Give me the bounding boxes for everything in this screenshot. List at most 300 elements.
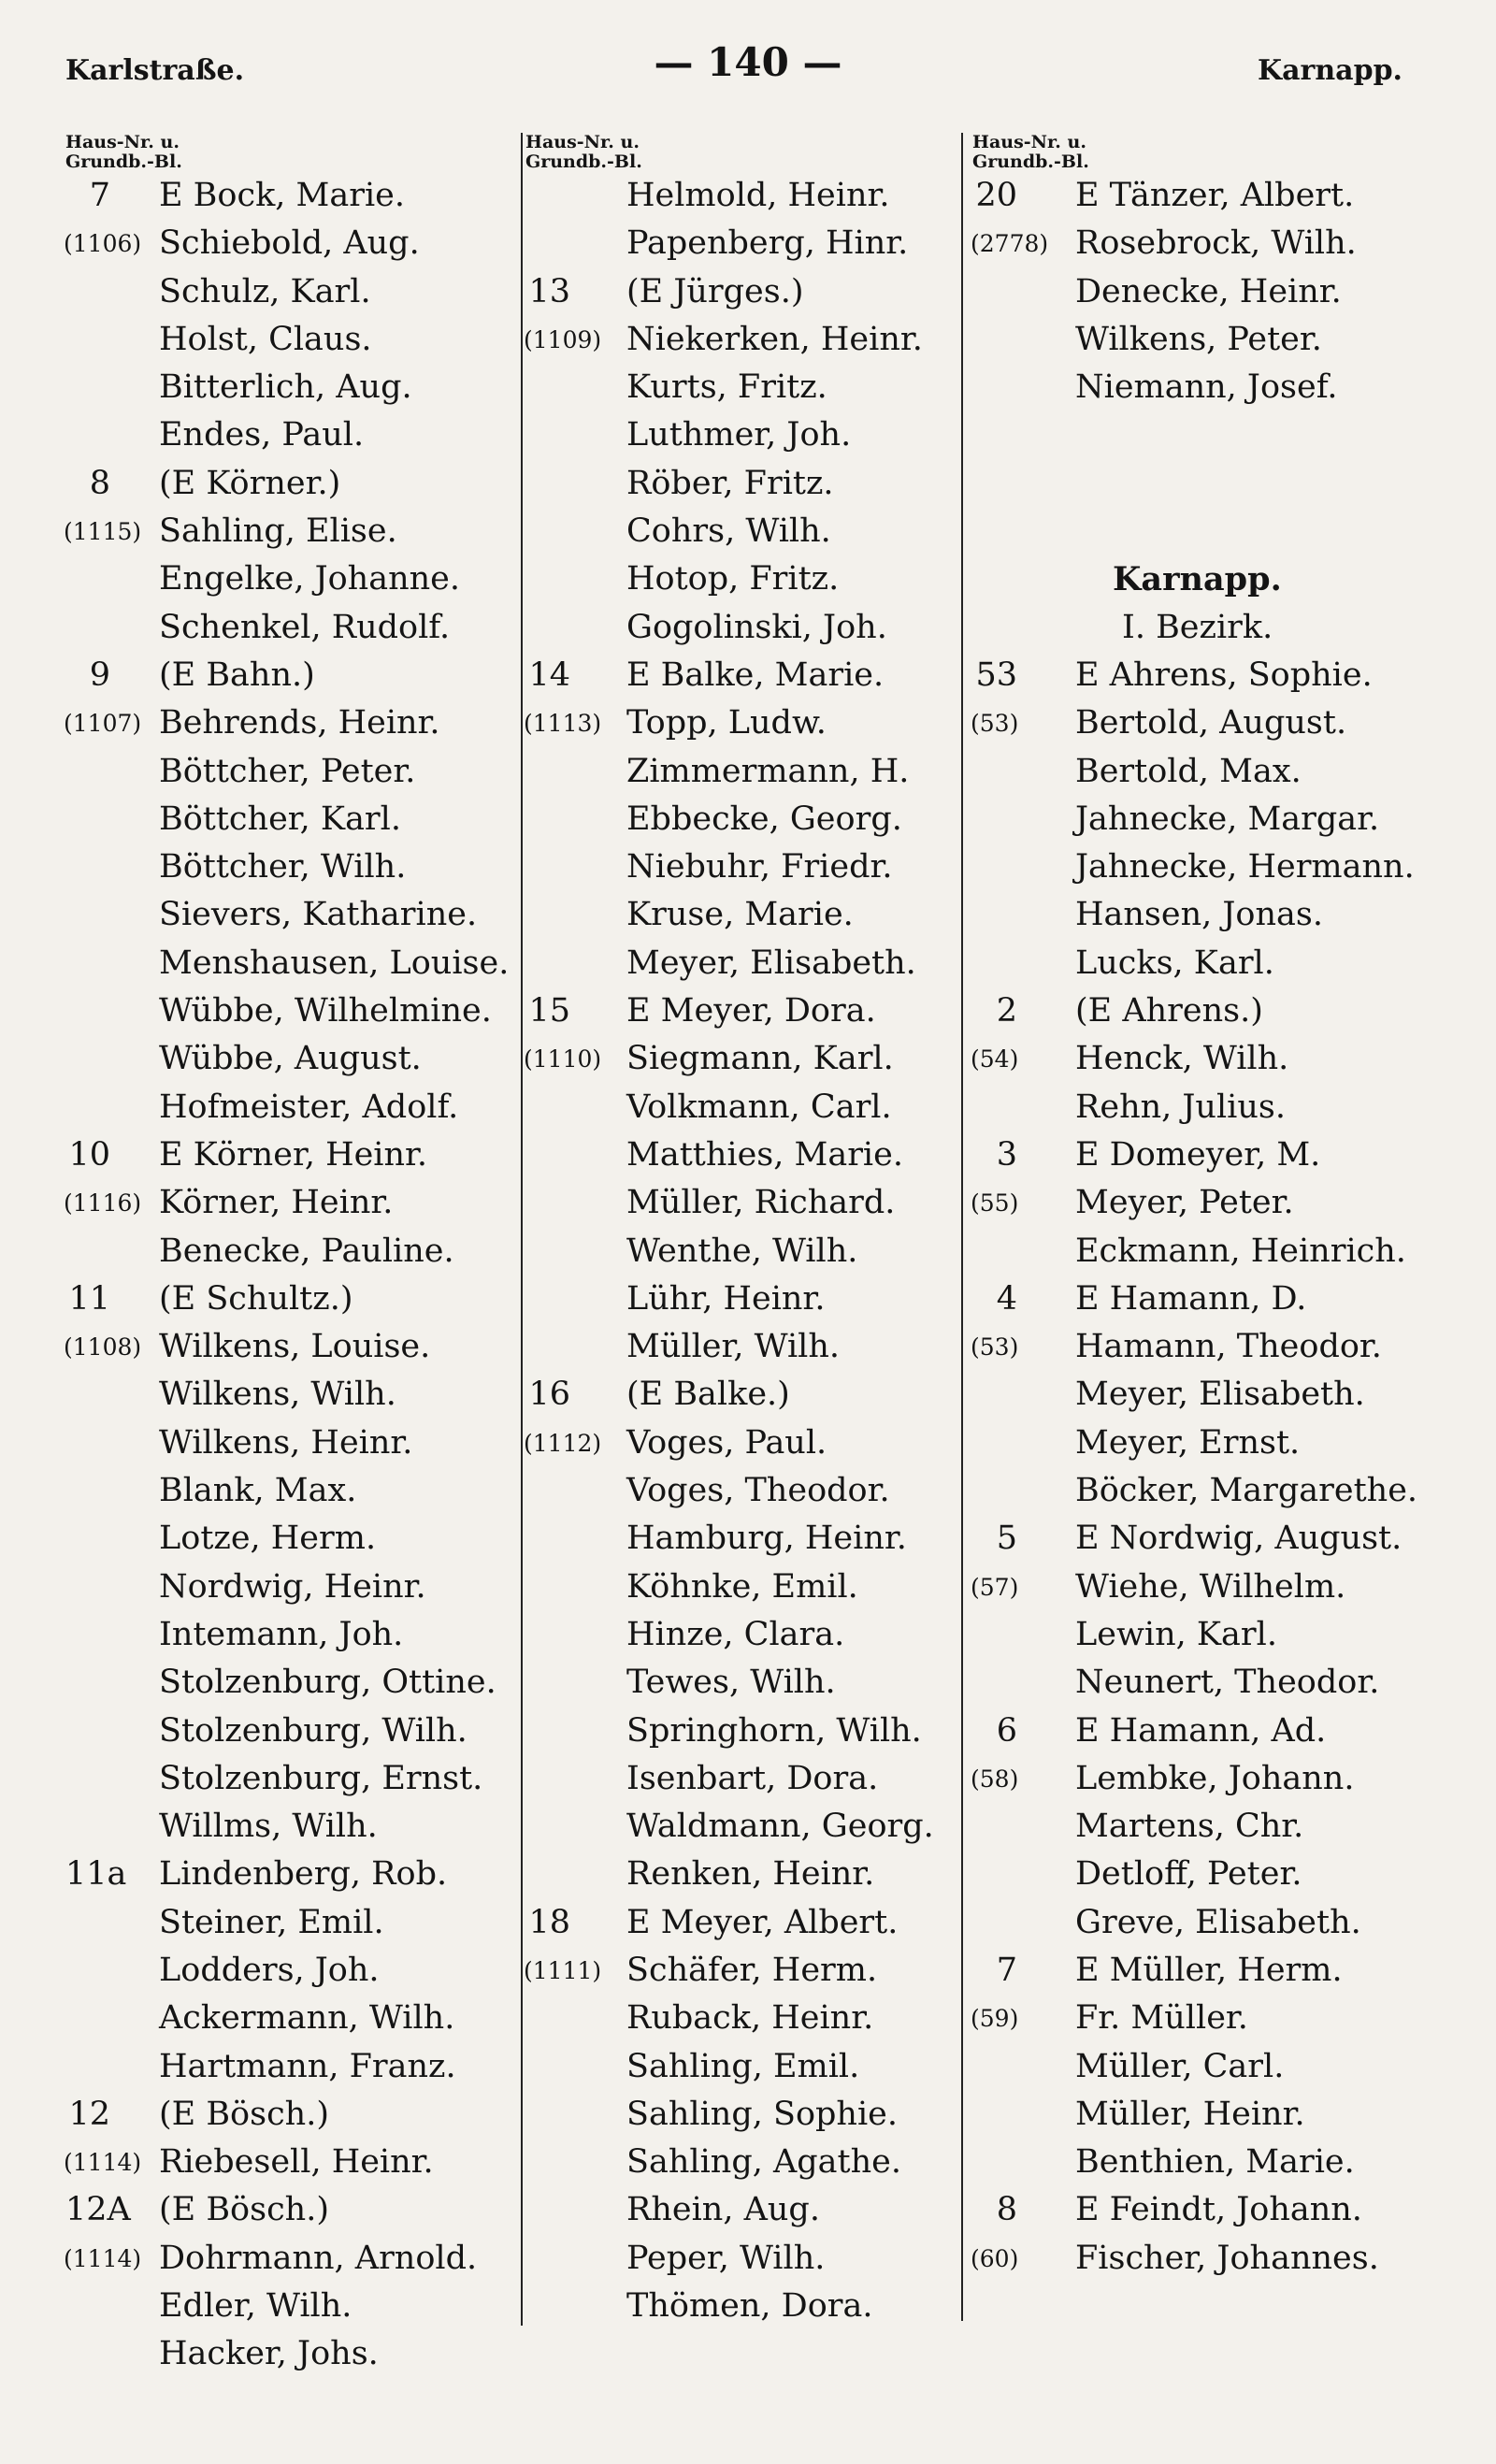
resident-name: E Hamann, D. — [1075, 1279, 1307, 1318]
resident-name: (E Bösch.) — [159, 2191, 330, 2229]
directory-entry — [525, 1803, 956, 1851]
resident-name: Eckmann, Heinrich. — [1075, 1232, 1406, 1270]
resident-name: Böcker, Margarethe. — [1075, 1472, 1418, 1510]
resident-name: Dohrmann, Arnold. — [159, 2239, 478, 2277]
directory-entry — [65, 2186, 514, 2234]
directory-entry — [972, 1275, 1468, 1323]
directory-entry — [972, 1659, 1468, 1707]
resident-name: Detloff, Peter. — [1075, 1855, 1302, 1894]
column-header-label — [65, 133, 514, 172]
resident-name: Hofmeister, Adolf. — [159, 1088, 459, 1126]
directory-entry — [525, 1035, 956, 1083]
directory-entry — [972, 268, 1468, 316]
column-header-line-2: Grundb.-Bl. — [65, 151, 182, 172]
directory-entry — [972, 1708, 1468, 1755]
directory-entry — [972, 2186, 1468, 2234]
resident-name: Volkmann, Carl. — [626, 1088, 892, 1126]
directory-entry — [972, 1755, 1468, 1803]
resident-name: (E Ahrens.) — [1075, 992, 1263, 1030]
directory-entry — [972, 652, 1468, 699]
directory-entry — [525, 1419, 956, 1467]
resident-name: Sahling, Emil. — [626, 2047, 860, 2085]
directory-entry — [972, 1323, 1468, 1371]
resident-name: (E Körner.) — [159, 464, 341, 502]
directory-entry — [972, 316, 1468, 364]
resident-name: (E Balke.) — [626, 1376, 790, 1414]
directory-entry — [972, 1851, 1468, 1898]
resident-name: Jahnecke, Hermann. — [1075, 848, 1415, 886]
resident-name: Köhnke, Emil. — [626, 1567, 858, 1606]
directory-entry — [65, 891, 514, 939]
directory-entry — [972, 1563, 1468, 1611]
directory-entry — [525, 555, 956, 603]
resident-name: Hansen, Jonas. — [1075, 896, 1323, 934]
directory-entry — [972, 1371, 1468, 1419]
resident-name: Körner, Heinr. — [159, 1184, 394, 1222]
resident-name: Rhein, Aug. — [626, 2191, 820, 2229]
directory-column-1 — [65, 133, 514, 2379]
resident-name: Thömen, Dora. — [626, 2287, 873, 2326]
directory-entry — [525, 987, 956, 1035]
land-register-number: (1112) — [524, 1429, 602, 1457]
directory-entry — [65, 1947, 514, 1995]
resident-name: Müller, Wilh. — [626, 1328, 841, 1366]
directory-entry — [65, 843, 514, 891]
directory-entry — [972, 2139, 1468, 2186]
house-number: 2 — [996, 992, 1017, 1030]
resident-name: Lühr, Heinr. — [626, 1279, 826, 1318]
resident-name: Behrends, Heinr. — [159, 704, 440, 742]
resident-name: Topp, Ludw. — [626, 704, 827, 742]
directory-entry — [972, 1131, 1468, 1179]
resident-name: Tewes, Wilh. — [626, 1664, 836, 1702]
directory-entry — [65, 2330, 514, 2378]
resident-name: Holst, Claus. — [159, 320, 372, 358]
resident-name: Papenberg, Hinr. — [626, 224, 909, 263]
directory-entry — [972, 1084, 1468, 1131]
column-header-line-1: Haus-Nr. u. — [972, 132, 1086, 152]
resident-name: Schiebold, Aug. — [159, 224, 420, 263]
resident-name: Hamann, Theodor. — [1075, 1328, 1382, 1366]
land-register-number: (2778) — [971, 230, 1049, 258]
resident-name: Hinze, Clara. — [626, 1615, 845, 1653]
land-register-number: (53) — [971, 710, 1019, 738]
house-number: 7 — [89, 177, 110, 214]
resident-name: Steiner, Emil. — [159, 1903, 384, 1941]
directory-entry — [972, 1467, 1468, 1515]
directory-entry — [65, 555, 514, 603]
directory-entry — [525, 891, 956, 939]
directory-entry — [65, 460, 514, 508]
resident-name: Bitterlich, Aug. — [159, 368, 412, 407]
resident-name: Sahling, Elise. — [159, 512, 397, 551]
resident-name: Lodders, Joh. — [159, 1951, 380, 1989]
directory-entry — [972, 1035, 1468, 1083]
directory-entry — [972, 1995, 1468, 2042]
directory-entry — [65, 987, 514, 1035]
directory-entry — [525, 2186, 956, 2234]
directory-entry — [65, 1179, 514, 1227]
resident-name: Ebbecke, Georg. — [626, 800, 902, 838]
directory-entry — [525, 1371, 956, 1419]
resident-name: Niemann, Josef. — [1075, 368, 1338, 407]
resident-name: E Feindt, Johann. — [1075, 2191, 1362, 2229]
land-register-number: (1108) — [64, 1333, 142, 1362]
directory-entry — [65, 1228, 514, 1275]
directory-entry — [972, 1228, 1468, 1275]
resident-name: Lindenberg, Rob. — [159, 1855, 448, 1894]
resident-name: Menshausen, Louise. — [159, 944, 510, 982]
resident-name: E Körner, Heinr. — [159, 1135, 428, 1174]
land-register-number: (58) — [971, 1765, 1019, 1793]
directory-entry — [65, 268, 514, 316]
directory-entry — [972, 2235, 1468, 2283]
resident-name: Müller, Carl. — [1075, 2047, 1285, 2085]
column-header-label — [972, 133, 1468, 172]
land-register-number: (59) — [971, 2005, 1019, 2033]
resident-name: Hacker, Johs. — [159, 2335, 379, 2373]
resident-name: Sahling, Agathe. — [626, 2143, 901, 2182]
directory-entry — [65, 1563, 514, 1611]
directory-entry — [525, 1179, 956, 1227]
house-number: 12A — [65, 2191, 131, 2229]
directory-entry — [972, 1803, 1468, 1851]
resident-name: Cohrs, Wilh. — [626, 512, 831, 551]
directory-entry — [65, 1851, 514, 1898]
resident-name: Stolzenburg, Ottine. — [159, 1664, 496, 1702]
directory-entry — [972, 2043, 1468, 2091]
directory-entry — [525, 1755, 956, 1803]
directory-entry — [525, 411, 956, 459]
resident-name: Stolzenburg, Ernst. — [159, 1759, 483, 1797]
directory-entry — [65, 1131, 514, 1179]
resident-name: Hartmann, Franz. — [159, 2047, 456, 2085]
column-header-line-2: Grundb.-Bl. — [972, 151, 1089, 172]
directory-entry — [972, 1419, 1468, 1467]
directory-entry — [65, 1708, 514, 1755]
directory-entry — [65, 1611, 514, 1659]
directory-entry — [65, 1515, 514, 1563]
resident-name: Helmold, Heinr. — [626, 177, 890, 214]
resident-name: Kruse, Marie. — [626, 896, 854, 934]
resident-name: Kurts, Fritz. — [626, 368, 827, 407]
directory-entry — [65, 652, 514, 699]
resident-name: Denecke, Heinr. — [1075, 272, 1342, 310]
resident-name: Voges, Theodor. — [626, 1472, 890, 1510]
directory-column-3 — [972, 133, 1468, 2283]
directory-entry — [972, 555, 1468, 603]
resident-name: Lembke, Johann. — [1075, 1759, 1355, 1797]
directory-column-2 — [525, 133, 956, 2330]
resident-name: Riebesell, Heinr. — [159, 2143, 434, 2182]
land-register-number: (55) — [971, 1189, 1019, 1218]
directory-entry — [525, 268, 956, 316]
resident-name: Schenkel, Rudolf. — [159, 608, 451, 646]
resident-name: Renken, Heinr. — [626, 1855, 875, 1894]
directory-entry — [65, 1467, 514, 1515]
directory-entry — [525, 1851, 956, 1898]
resident-name: Luthmer, Joh. — [626, 416, 852, 454]
land-register-number: (1114) — [64, 2149, 142, 2177]
resident-name: Willms, Wilh. — [159, 1808, 378, 1846]
resident-name: Benecke, Pauline. — [159, 1232, 454, 1270]
directory-entry — [972, 1947, 1468, 1995]
directory-entry — [525, 1995, 956, 2042]
resident-name: Meyer, Ernst. — [1075, 1423, 1301, 1462]
directory-entry — [65, 2283, 514, 2330]
directory-entry — [525, 843, 956, 891]
resident-name: Meyer, Elisabeth. — [1075, 1376, 1365, 1414]
directory-entry — [525, 1947, 956, 1995]
directory-entry — [525, 1515, 956, 1563]
directory-entry — [525, 1323, 956, 1371]
house-number: 11 — [68, 1279, 110, 1318]
directory-entry — [65, 2043, 514, 2091]
resident-name: Lucks, Karl. — [1075, 944, 1274, 982]
resident-name: (E Bahn.) — [159, 656, 315, 694]
directory-entry — [525, 748, 956, 796]
land-register-number: (1111) — [524, 1956, 602, 1984]
directory-entry — [65, 172, 514, 220]
section-title: Karnapp. — [1113, 560, 1282, 599]
directory-entry — [65, 1995, 514, 2042]
directory-entry — [525, 699, 956, 747]
resident-name: (E Bösch.) — [159, 2095, 330, 2133]
resident-name: Siegmann, Karl. — [626, 1040, 894, 1078]
resident-name: Isenbart, Dora. — [626, 1759, 879, 1797]
directory-entry — [65, 2235, 514, 2283]
resident-name: Wilkens, Heinr. — [159, 1423, 413, 1462]
directory-entry — [525, 2091, 956, 2139]
resident-name: Müller, Heinr. — [1075, 2095, 1305, 2133]
directory-entry — [972, 172, 1468, 220]
column-header-line-2: Grundb.-Bl. — [525, 151, 642, 172]
land-register-number: (1115) — [64, 518, 142, 546]
directory-entry — [972, 987, 1468, 1035]
land-register-number: (57) — [971, 1573, 1019, 1601]
house-number: 7 — [996, 1951, 1017, 1989]
directory-entry — [972, 460, 1468, 508]
directory-entry — [525, 1611, 956, 1659]
directory-entry — [525, 1275, 956, 1323]
directory-entry — [65, 364, 514, 411]
resident-name: Sahling, Sophie. — [626, 2095, 898, 2133]
directory-entry — [525, 1899, 956, 1947]
directory-entry — [65, 1755, 514, 1803]
directory-entry — [525, 1563, 956, 1611]
directory-entry — [972, 699, 1468, 747]
directory-entry — [65, 1371, 514, 1419]
resident-name: Edler, Wilh. — [159, 2287, 352, 2326]
directory-entry — [65, 699, 514, 747]
directory-entry — [525, 364, 956, 411]
resident-name: Wübbe, Wilhelmine. — [159, 992, 492, 1030]
resident-name: Lewin, Karl. — [1075, 1615, 1277, 1653]
resident-name: Fr. Müller. — [1075, 1999, 1248, 2038]
resident-name: Röber, Fritz. — [626, 464, 834, 502]
house-number: 16 — [528, 1376, 570, 1414]
directory-entry — [972, 940, 1468, 987]
resident-name: Hotop, Fritz. — [626, 560, 840, 598]
resident-name: Neunert, Theodor. — [1075, 1664, 1380, 1702]
directory-entry — [525, 220, 956, 267]
resident-name: Blank, Max. — [159, 1472, 357, 1510]
resident-name: (E Schultz.) — [159, 1279, 353, 1318]
house-number: 6 — [996, 1711, 1017, 1750]
directory-entry — [972, 604, 1468, 652]
house-number: 14 — [528, 656, 570, 694]
directory-entry — [525, 1708, 956, 1755]
resident-name: Voges, Paul. — [626, 1423, 827, 1462]
running-head-street: Karlstraße. — [65, 54, 245, 87]
resident-name: Waldmann, Georg. — [626, 1808, 934, 1846]
directory-entry — [525, 652, 956, 699]
resident-name: Wilkens, Wilh. — [159, 1376, 396, 1414]
directory-entry — [65, 2091, 514, 2139]
house-number: 20 — [975, 177, 1017, 214]
resident-name: Peper, Wilh. — [626, 2239, 826, 2277]
land-register-number: (1109) — [524, 325, 602, 353]
land-register-number: (53) — [971, 1333, 1019, 1362]
directory-entry — [972, 2091, 1468, 2139]
directory-entry — [525, 2283, 956, 2330]
land-register-number: (1113) — [524, 710, 602, 738]
resident-name: E Meyer, Dora. — [626, 992, 876, 1030]
resident-name: Schäfer, Herm. — [626, 1951, 878, 1989]
resident-name: Benthien, Marie. — [1075, 2143, 1355, 2182]
resident-name: Matthies, Marie. — [626, 1135, 903, 1174]
land-register-number: (1107) — [64, 710, 142, 738]
house-number: 3 — [996, 1135, 1017, 1174]
resident-name: Wiehe, Wilhelm. — [1075, 1567, 1346, 1606]
resident-name: Henck, Wilh. — [1075, 1040, 1289, 1078]
resident-name: Hamburg, Heinr. — [626, 1520, 907, 1558]
directory-entry — [525, 2235, 956, 2283]
directory-entry — [525, 1084, 956, 1131]
directory-entry — [525, 796, 956, 843]
directory-entry — [525, 2139, 956, 2186]
column-header-line-1: Haus-Nr. u. — [525, 132, 640, 152]
house-number: 8 — [996, 2191, 1017, 2229]
resident-name: Wilkens, Peter. — [1075, 320, 1322, 358]
directory-entry — [65, 1323, 514, 1371]
directory-entry — [972, 1179, 1468, 1227]
house-number: 53 — [975, 656, 1017, 694]
resident-name: E Meyer, Albert. — [626, 1903, 899, 1941]
resident-name: Wenthe, Wilh. — [626, 1232, 858, 1270]
house-number: 8 — [89, 464, 110, 502]
resident-name: Gogolinski, Joh. — [626, 608, 887, 646]
resident-name: Greve, Elisabeth. — [1075, 1903, 1361, 1941]
resident-name: Martens, Chr. — [1075, 1808, 1304, 1846]
directory-entry — [525, 460, 956, 508]
resident-name: Böttcher, Wilh. — [159, 848, 407, 886]
resident-name: Schulz, Karl. — [159, 272, 371, 310]
directory-entry — [65, 1803, 514, 1851]
directory-entry — [525, 940, 956, 987]
directory-entry — [65, 316, 514, 364]
resident-name: Rosebrock, Wilh. — [1075, 224, 1357, 263]
running-head-next-street: Karnapp. — [1258, 54, 1402, 87]
house-number: 11a — [65, 1855, 127, 1894]
house-number: 4 — [996, 1279, 1017, 1318]
directory-entry — [525, 172, 956, 220]
land-register-number: (1106) — [64, 230, 142, 258]
resident-name: E Balke, Marie. — [626, 656, 885, 694]
house-number: 18 — [528, 1903, 570, 1941]
house-number: 13 — [528, 272, 570, 310]
directory-entry — [972, 411, 1468, 459]
resident-name: E Bock, Marie. — [159, 177, 405, 214]
house-number: 15 — [528, 992, 570, 1030]
column-header-label — [525, 133, 956, 172]
resident-name: Ackermann, Wilh. — [159, 1999, 455, 2038]
resident-name: Springhorn, Wilh. — [626, 1711, 922, 1750]
land-register-number: (54) — [971, 1045, 1019, 1073]
resident-name: Böttcher, Karl. — [159, 800, 401, 838]
directory-entry — [972, 843, 1468, 891]
resident-name: Bertold, Max. — [1075, 752, 1302, 790]
directory-entry — [65, 604, 514, 652]
page-number: — 140 — — [654, 39, 842, 85]
resident-name: Rehn, Julius. — [1075, 1088, 1286, 1126]
column-divider — [961, 133, 963, 2321]
resident-name: E Hamann, Ad. — [1075, 1711, 1327, 1750]
directory-entry — [972, 1899, 1468, 1947]
land-register-number: (60) — [971, 2244, 1019, 2272]
resident-name: Lotze, Herm. — [159, 1520, 377, 1558]
directory-entry — [972, 796, 1468, 843]
directory-entry — [65, 1275, 514, 1323]
directory-entry — [525, 2043, 956, 2091]
directory-entry — [525, 1659, 956, 1707]
resident-name: Jahnecke, Margar. — [1075, 800, 1380, 838]
column-header-line-1: Haus-Nr. u. — [65, 132, 180, 152]
resident-name: Böttcher, Peter. — [159, 752, 416, 790]
column-divider — [521, 133, 523, 2326]
resident-name: Niekerken, Heinr. — [626, 320, 923, 358]
directory-entry — [65, 796, 514, 843]
resident-name: Sievers, Katharine. — [159, 896, 478, 934]
directory-entry — [972, 1611, 1468, 1659]
resident-name: Intemann, Joh. — [159, 1615, 404, 1653]
directory-entry — [972, 748, 1468, 796]
resident-name: Wübbe, August. — [159, 1040, 422, 1078]
house-number: 9 — [89, 656, 110, 694]
directory-entry — [972, 508, 1468, 555]
directory-entry — [65, 1035, 514, 1083]
directory-entry — [65, 940, 514, 987]
resident-name: Müller, Richard. — [626, 1184, 896, 1222]
house-number: 12 — [68, 2095, 110, 2133]
resident-name: Wilkens, Louise. — [159, 1328, 431, 1366]
resident-name: E Müller, Herm. — [1075, 1951, 1343, 1989]
land-register-number: (1116) — [64, 1189, 142, 1218]
section-subtitle: I. Bezirk. — [1122, 608, 1273, 646]
directory-entry — [972, 364, 1468, 411]
directory-entry — [525, 1131, 956, 1179]
resident-name: (E Jürges.) — [626, 272, 804, 310]
directory-entry — [972, 891, 1468, 939]
land-register-number: (1114) — [64, 2244, 142, 2272]
house-number: 5 — [996, 1520, 1017, 1558]
directory-entry — [65, 1084, 514, 1131]
resident-name: Zimmermann, H. — [626, 752, 910, 790]
land-register-number: (1110) — [524, 1045, 602, 1073]
resident-name: Meyer, Elisabeth. — [626, 944, 916, 982]
directory-entry — [525, 1467, 956, 1515]
directory-entry — [65, 2139, 514, 2186]
